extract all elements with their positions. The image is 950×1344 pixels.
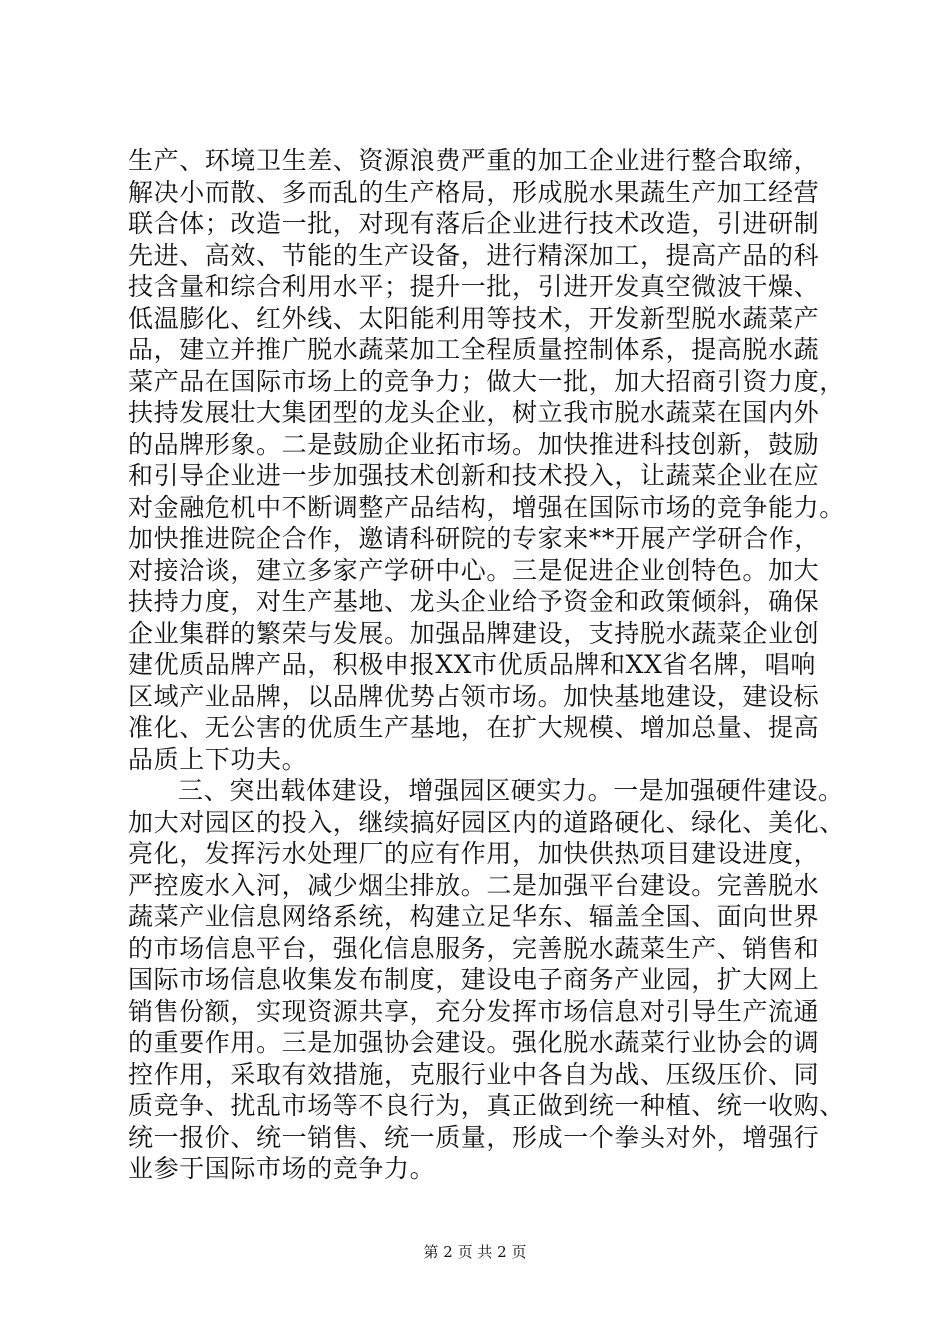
text-line: 先进、高效、节能的生产设备，进行精深加工，提高产品的科 [128,240,820,270]
text-line: 企业集群的繁荣与发展。加强品牌建设，支持脱水蔬菜企业创 [128,618,820,648]
text-line: 品，建立并推广脱水蔬菜加工全程质量控制体系，提高脱水蔬 [128,335,820,364]
text-line: 技含量和综合利用水平；提升一批，引进开发真空微波干燥、 [128,272,820,301]
text-line: 国际市场信息收集发布制度，建设电子商务产业园，扩大网上 [128,965,820,994]
text-line: 生产、环境卫生差、资源浪费严重的加工企业进行整合取缔， [128,146,820,175]
text-line: 对接洽谈，建立多家产学研中心。三是促进企业创特色。加大 [128,555,820,585]
text-line: 菜产品在国际市场上的竞争力；做大一批，加大招商引资力度， [128,366,845,396]
text-line: 控作用，采取有效措施，克服行业中各自为战、压级压价、同 [128,1059,820,1089]
text-line: 联合体；改造一批，对现有落后企业进行技术改造，引进研制 [128,209,820,238]
text-line: 扶持力度，对生产基地、龙头企业给予资金和政策倾斜，确保 [128,587,820,616]
text-line: 的品牌形象。二是鼓励企业拓市场。加快推进科技创新，鼓励 [128,429,820,459]
text-line: 蔬菜产业信息网络系统，构建立足华东、辐盖全国、面向世界 [128,902,820,931]
text-line: 统一报价、统一销售、统一质量，形成一个拳头对外，增强行 [128,1122,820,1152]
text-line: 质竞争、扰乱市场等不良行为，真正做到统一种植、统一收购、 [128,1091,845,1120]
text-line: 的重要作用。三是加强协会建设。强化脱水蔬菜行业协会的调 [128,1028,820,1057]
body-text [128,145,845,1185]
text-line: 销售份额，实现资源共享，充分发挥市场信息对引导生产流通 [128,996,820,1026]
text-line: 亮化，发挥污水处理厂的应有作用，加快供热项目建设进度， [128,839,820,868]
text-line: 和引导企业进一步加强技术创新和技术投入，让蔬菜企业在应 [128,461,820,490]
text-line: 业参于国际市场的竞争力。 [128,1154,436,1183]
text-line: 加快推进院企合作，邀请科研院的专家来**开展产学研合作， [128,524,820,553]
text-line: 建优质品牌产品，积极申报XX市优质品牌和XX省名牌，唱响 [128,650,816,679]
text-line: 解决小而散、多而乱的生产格局，形成脱水果蔬生产加工经营 [128,177,820,207]
text-line: 扶持发展壮大集团型的龙头企业，树立我市脱水蔬菜在国内外 [128,398,820,427]
text-line: 严控废水入河，减少烟尘排放。二是加强平台建设。完善脱水 [128,870,820,900]
text-line: 低温膨化、红外线、太阳能利用等技术，开发新型脱水蔬菜产 [128,303,820,333]
page-footer: 第 2 页 共 2 页 [423,1243,527,1261]
text-line: 的市场信息平台，强化信息服务，完善脱水蔬菜生产、销售和 [128,933,820,963]
text-line: 品质上下功夫。 [128,744,308,774]
text-line: 区域产业品牌，以品牌优势占领市场。加快基地建设，建设标 [128,681,820,711]
text-line: 对金融危机中不断调整产品结构，增强在国际市场的竞争能力。 [128,492,845,522]
paragraph-start-line: 三、突出载体建设，增强园区硬实力。一是加强硬件建设。 [178,776,844,805]
text-line: 加大对园区的投入，继续搞好园区内的道路硬化、绿化、美化、 [128,807,845,837]
text-line: 准化、无公害的优质生产基地，在扩大规模、增加总量、提高 [128,713,820,742]
